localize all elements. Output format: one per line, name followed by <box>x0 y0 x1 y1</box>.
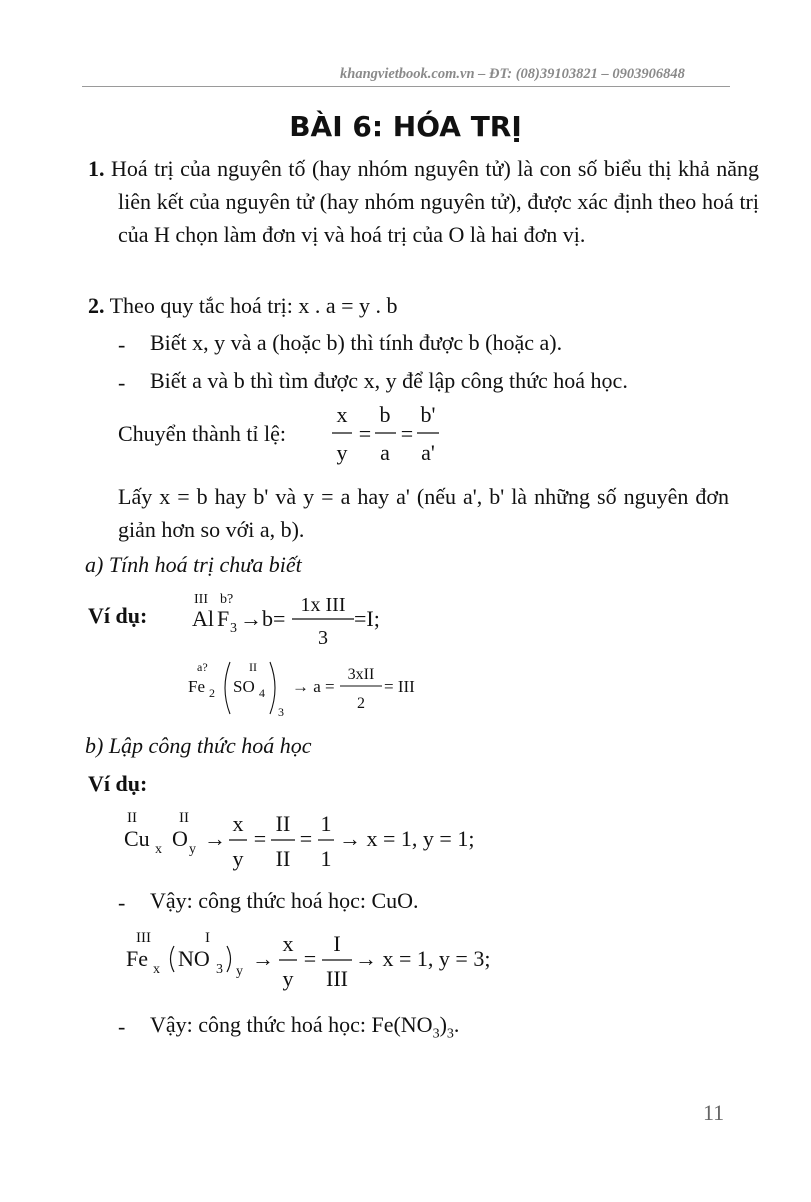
bullet-dash: - <box>118 332 126 357</box>
paragraph-2-text: Theo quy tắc hoá trị: x . a = y . b <box>109 293 398 318</box>
fe2so43-sub2: 2 <box>209 686 215 700</box>
feno3-no: NO <box>178 946 210 971</box>
fe2so43-denominator: 2 <box>357 695 365 712</box>
cuo-cu: Cu <box>124 826 150 851</box>
paragraph-1 <box>88 152 759 251</box>
cuo-o: O <box>172 826 188 851</box>
fe2so43-sub4: 4 <box>259 686 265 700</box>
paragraph-1-number: 1. <box>88 156 105 181</box>
ratio-label: Chuyển thành tỉ lệ: <box>118 421 287 446</box>
paragraph-2-number: 2. <box>88 293 105 318</box>
page-title: BÀI 6: HÓA TRỊ <box>289 110 522 143</box>
feno3-fe: Fe <box>126 946 148 971</box>
fe2so43-sub3: 3 <box>278 705 284 719</box>
bullet-1-text: Biết x, y và a (hoặc b) thì tính được b (hoặc a). <box>150 330 563 355</box>
page-number: 11 <box>703 1100 725 1125</box>
cuo-valence-cu: II <box>127 810 137 826</box>
cuo-den3: 1 <box>320 846 332 871</box>
conclusion-2-sub2: 3 <box>446 1026 454 1042</box>
cuo-subx: x <box>155 842 162 857</box>
ratio-note: Lấy x = b hay b' và y = a hay a' (nếu a', b' là những số nguyên đơn giản hơn so với a, b). <box>118 484 729 542</box>
conclusion-2-text: Vậy: công thức hoá học: Fe(NO <box>150 1012 433 1037</box>
equation-fe2so43 <box>186 656 436 720</box>
cuo-y: y <box>232 846 244 871</box>
ratio-b: b <box>379 402 391 427</box>
header-divider <box>82 86 730 87</box>
feno3-eq: = <box>303 946 317 971</box>
section-a-heading: a) Tính hoá trị chưa biết <box>85 552 302 577</box>
ratio-eq2: = <box>400 421 414 446</box>
feno3-num2: I <box>333 931 341 956</box>
section-b-heading: b) Lập công thức hoá học <box>85 733 312 758</box>
conclusion-2-close: ) <box>439 1012 447 1037</box>
alf3-al: Al <box>192 606 214 631</box>
conclusion-2 <box>150 1012 459 1042</box>
conclusion-2-sub: 3 <box>432 1026 440 1042</box>
alf3-arrow-b: →b= <box>240 606 286 631</box>
fe2so43-valence-so4: II <box>249 660 257 674</box>
alf3-numerator: 1x III <box>300 594 346 616</box>
alf3-valence-f: b? <box>220 592 234 607</box>
alf3-result: =I; <box>354 606 380 631</box>
feno3-arrow: → <box>252 946 274 971</box>
ratio-eq1: = <box>358 421 372 446</box>
ratio-y: y <box>336 440 348 465</box>
feno3-subx: x <box>153 962 160 977</box>
bullet-dash: - <box>118 370 126 395</box>
cuo-eq2: = <box>299 826 313 851</box>
feno3-y: y <box>282 966 294 991</box>
fe2so43-arrow-a: → a = <box>292 677 335 696</box>
feno3-x: x <box>282 931 294 956</box>
feno3-suby: y <box>236 964 243 979</box>
fe2so43-valence-fe: a? <box>197 660 208 674</box>
alf3-f: F <box>217 606 230 631</box>
ratio-bprime: b' <box>420 402 436 427</box>
cuo-num3: 1 <box>320 811 332 836</box>
cuo-valence-o: II <box>179 810 189 826</box>
alf3-valence-al: III <box>194 592 208 607</box>
fe2so43-result: = III <box>384 677 415 696</box>
paragraph-2 <box>88 293 398 319</box>
cuo-suby: y <box>189 842 196 857</box>
equation-cuo <box>120 806 500 876</box>
feno3-den2: III <box>326 966 348 991</box>
equation-alf3 <box>188 588 408 650</box>
conclusion-1: Vậy: công thức hoá học: CuO. <box>150 888 419 913</box>
cuo-result: → x = 1, y = 1; <box>339 826 475 851</box>
alf3-denominator: 3 <box>318 627 328 649</box>
equation-feno3 <box>122 926 522 996</box>
ratio-formula <box>330 400 450 470</box>
cuo-x: x <box>232 811 244 836</box>
ratio-x: x <box>336 402 348 427</box>
section-b-example-label: Ví dụ: <box>88 771 148 796</box>
fe2so43-so: SO <box>233 677 255 696</box>
feno3-valence-fe: III <box>136 930 151 946</box>
header-site-info: khangvietbook.com.vn – ĐT: (08)39103821 – 0903906848 <box>340 66 685 82</box>
bullet-dash: - <box>118 890 126 915</box>
ratio-aprime: a' <box>421 440 435 465</box>
cuo-num2: II <box>275 811 291 836</box>
cuo-arrow: → <box>204 826 226 851</box>
paragraph-1-text: Hoá trị của nguyên tố (hay nhóm nguyên tử) là con số biểu thị khả năng liên kết của nguyên tử (hay nhóm nguyên tử), được xác định theo hoá trị của H chọn làm đơn vị và hoá trị của O là hai đơn vị. <box>110 156 759 247</box>
cuo-den2: II <box>275 846 291 871</box>
feno3-result: → x = 1, y = 3; <box>355 946 491 971</box>
conclusion-2-end: . <box>453 1012 460 1037</box>
alf3-sub3: 3 <box>230 621 237 636</box>
fe2so43-fe: Fe <box>188 677 205 696</box>
ratio-a: a <box>380 440 390 465</box>
section-a-example-label: Ví dụ: <box>88 603 148 628</box>
cuo-eq1: = <box>253 826 267 851</box>
bullet-dash: - <box>118 1014 126 1039</box>
bullet-2-text: Biết a và b thì tìm được x, y để lập công thức hoá học. <box>150 368 628 393</box>
feno3-sub3: 3 <box>216 962 223 977</box>
fe2so43-numerator: 3xII <box>347 666 375 683</box>
feno3-valence-no3: I <box>205 930 210 946</box>
